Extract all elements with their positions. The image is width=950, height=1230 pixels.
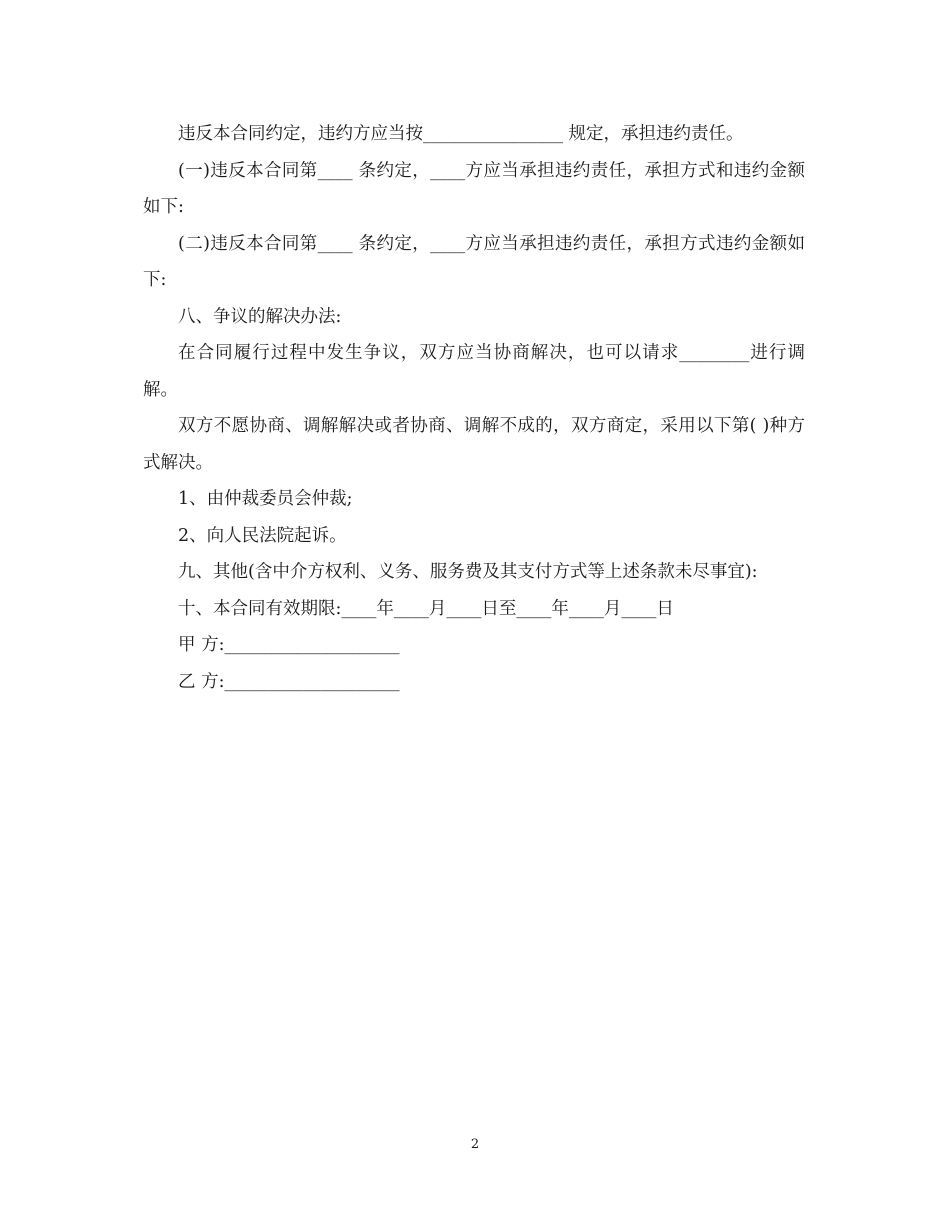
paragraph-resolution-method: 双方不愿协商、调解解决或者协商、调解不成的，双方商定，采用以下第( )种方式解决。 xyxy=(143,416,805,473)
signature-line-party-a: 甲 方:____________________ xyxy=(178,635,400,655)
page-number: 2 xyxy=(470,1137,480,1152)
signature-line-party-b: 乙 方:____________________ xyxy=(178,671,400,692)
document-body xyxy=(143,116,805,700)
paragraph-breach-clause-1: (一)违反本合同第____ 条约定，____方应当承担违约责任，承担方式和违约金额如下: xyxy=(143,160,805,217)
section-heading-validity-period: 十、本合同有效期限:____年____月____日至____年____月____日 xyxy=(178,598,674,619)
paragraph-breach-liability: 违反本合同约定，违约方应当按________________ 规定，承担违约责任。 xyxy=(178,124,744,144)
paragraph-breach-clause-2: (二)违反本合同第____ 条约定，____方应当承担违约责任，承担方式违约金额如下: xyxy=(143,233,805,290)
list-item-arbitration: 1、由仲裁委员会仲裁; xyxy=(178,489,353,509)
section-heading-other: 九、其他(含中介方权利、义务、服务费及其支付方式等上述条款未尽事宜): xyxy=(178,562,758,582)
section-heading-dispute-resolution: 八、争议的解决办法: xyxy=(178,306,342,327)
paragraph-negotiation: 在合同履行过程中发生争议，双方应当协商解决，也可以请求________进行调解。 xyxy=(143,343,805,400)
list-item-litigation: 2、向人民法院起诉。 xyxy=(178,525,347,546)
